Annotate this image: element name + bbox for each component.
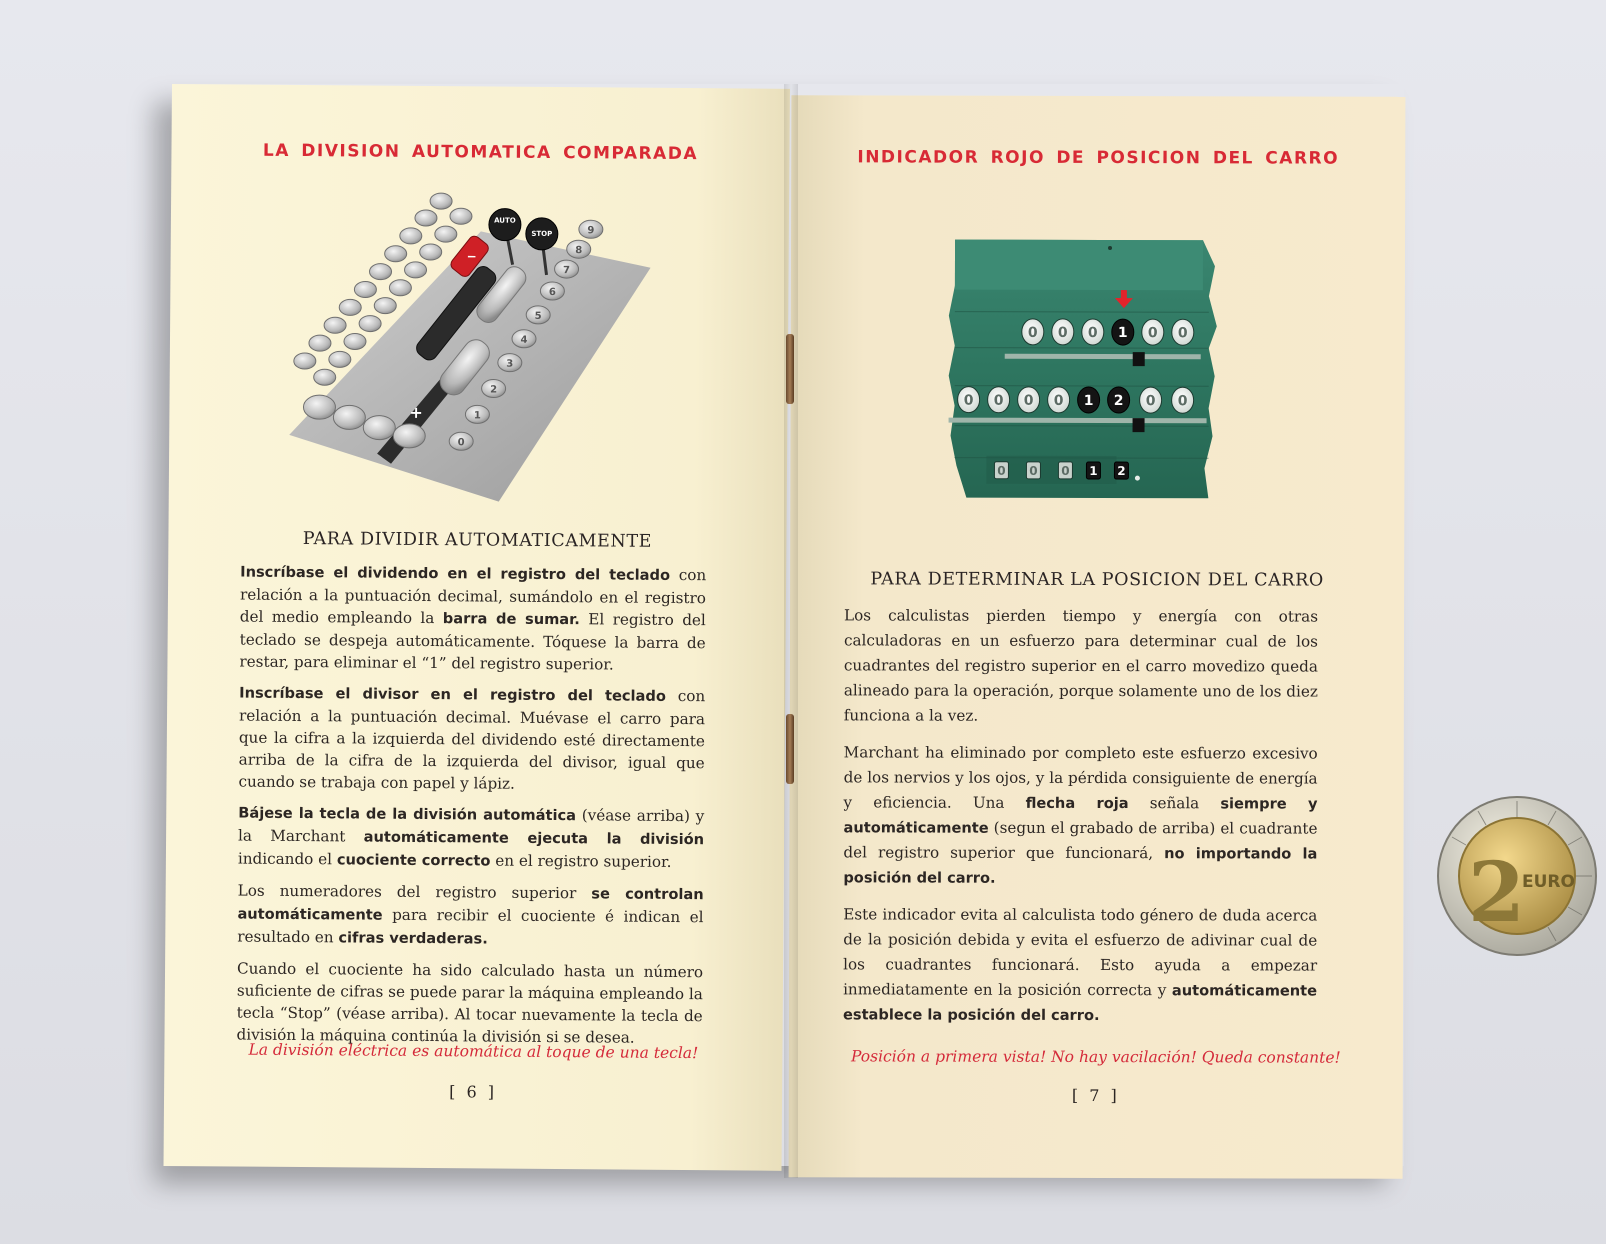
left-p4-bold-1: se controlan automáticamente: [237, 885, 704, 924]
middle-dial-4: 0: [1053, 392, 1064, 409]
left-page: [164, 84, 790, 1171]
keyboard-dial-4: 1: [1089, 463, 1098, 479]
right-page-number: [ 7 ]: [1071, 1085, 1120, 1106]
right-body-text: [843, 603, 1318, 1037]
left-p3-text-1: (véase arriba) y la Marchant: [238, 806, 705, 846]
upper-dial-5: 0: [1147, 325, 1158, 342]
right-paragraph-1: Los calculistas pierden tiempo y energía con otras calculadoras en un esfuerzo para determinar cual de los cuadrantes del registro superior en el carro movedizo queda alineado para la operación, porque solamente uno de los diez funciona a la vez.: [843, 606, 1319, 725]
upper-dial-2: 0: [1057, 324, 1068, 341]
keyboard-dial-3: 0: [1061, 463, 1070, 478]
middle-decimal-marker: [1133, 418, 1145, 432]
digit-key-6: 6: [548, 286, 556, 299]
left-p1-text-1: con relación a la puntuación decimal, sumándolo en el registro del medio empleando la: [239, 565, 707, 628]
digit-key-9: 9: [587, 225, 595, 237]
left-p1-bold-1: Inscríbase el dividendo en el registro del teclado: [240, 563, 671, 584]
coin-label: EURO: [1522, 872, 1575, 892]
left-p3-bold-1: Bájese la tecla de la división automática: [238, 804, 577, 825]
coin-numeral: 2: [1468, 845, 1526, 941]
middle-dial-2: 0: [993, 392, 1004, 409]
right-p3-bold-1: automáticamente establece la posición del carro.: [842, 982, 1318, 1025]
staple-bottom: [786, 714, 794, 784]
upper-dial-3: 0: [1087, 324, 1098, 342]
auto-key-label: AUTO: [494, 216, 516, 225]
upper-dial-1: 0: [1027, 324, 1038, 341]
upper-decimal-marker: [1133, 352, 1145, 366]
digit-key-2: 2: [490, 384, 498, 396]
left-p4-bold-2: cifras verdaderas.: [338, 929, 488, 948]
left-slogan: La división eléctrica es automática al toque de una tecla!: [248, 1040, 699, 1063]
two-euro-coin: [1436, 795, 1598, 957]
booklet-spread: [172, 84, 1404, 1166]
right-p3-text-1: Este indicador evita al calculista todo género de duda acerca de la posición debida y evita el esfuerzo de adivinar cual de los cuadrantes funcionará. Esto ayuda a empezar inmediatamente en la posición correcta y: [843, 905, 1318, 1000]
left-p1-text-2: El registro del teclado se despeja automáticamente. Tóquese la barra de restar, para eliminar el “1” del registro superior.: [239, 610, 706, 674]
right-p2-text-3: (segun el grabado de arriba) el cuadrante del registro superior que funcionará,: [843, 818, 1318, 863]
right-section-title: PARA DETERMINAR LA POSICION DEL CARRO: [870, 569, 1324, 591]
keyboard-dial-1: 0: [997, 463, 1006, 478]
stop-key-label: STOP: [531, 229, 553, 238]
left-section-title: PARA DIVIDIR AUTOMATICAMENTE: [302, 529, 653, 552]
right-p2-bold-1: flecha roja: [1025, 794, 1129, 813]
digit-key-3: 3: [506, 358, 514, 370]
carriage-top-panel: [955, 240, 1203, 291]
left-p2-bold-1: Inscríbase el divisor en el registro del teclado: [239, 684, 666, 705]
right-slogan: Posición a primera vista! No hay vacilación! Queda constante!: [850, 1047, 1341, 1067]
left-paragraph-5: Cuando el cuociente ha sido calculado hasta un número suficiente de cifras se puede parar la máquina empleando la tecla “Stop” (véase arriba). Al tocar nuevamente la tecla de división la máquina continúa la división si se desea.: [236, 959, 704, 1047]
middle-dial-5: 1: [1083, 392, 1094, 409]
left-p1-bold-2: barra de sumar.: [442, 610, 580, 629]
staple-top: [786, 334, 794, 404]
left-p3-text-2: indicando el: [237, 849, 337, 869]
right-paragraph-3: [843, 902, 1317, 1028]
left-p4-text-1: Los numeradores del registro superior: [237, 881, 592, 903]
digit-key-4: 4: [520, 334, 528, 346]
left-paragraph-3: [238, 802, 705, 875]
keyboard-dial-5: 2: [1117, 464, 1126, 479]
middle-dial-1: 0: [963, 392, 974, 409]
left-paragraph-1: [239, 561, 706, 677]
middle-dial-7: 0: [1145, 393, 1156, 410]
keyboard-illustration: [279, 185, 662, 508]
middle-dial-3: 0: [1023, 392, 1034, 409]
left-body-text: [236, 561, 706, 1059]
middle-dial-6: 2: [1113, 393, 1124, 410]
booklet-spine: [784, 84, 798, 1178]
left-p3-text-3: en el registro superior.: [490, 851, 672, 871]
left-page-number: [ 6 ]: [449, 1082, 498, 1102]
left-paragraph-2: [238, 682, 705, 797]
right-p2-text-1: Marchant ha eliminado por completo este esfuerzo excesivo de los nervios y los ojos, y la pérdida consiguiente de energía y eficiencia. Una: [843, 743, 1318, 812]
minus-symbol: −: [466, 249, 477, 264]
right-p2-bold-3: no importando la posición del carro.: [843, 845, 1318, 887]
plus-symbol: +: [409, 402, 423, 422]
left-p3-bold-2: automáticamente ejecuta la división: [363, 828, 705, 849]
right-page-heading: INDICADOR ROJO DE POSICION DEL CARRO: [857, 147, 1340, 169]
digit-key-5: 5: [534, 310, 542, 322]
middle-dial-8: 0: [1177, 393, 1188, 410]
upper-dial-4: 1: [1117, 325, 1128, 342]
left-p4-text-2: para recibir el cuociente é indican el resultado en: [237, 905, 704, 947]
upper-dial-6: 0: [1177, 325, 1188, 342]
keyboard-dial-2: 0: [1029, 463, 1038, 478]
digit-key-1: 1: [473, 410, 481, 422]
digit-key-8: 8: [575, 245, 583, 257]
left-paragraph-4: [237, 880, 704, 953]
right-page: [789, 95, 1406, 1179]
right-p2-text-2: señala: [1128, 794, 1221, 813]
digit-key-0: 0: [457, 437, 465, 449]
right-p2-bold-2: siempre y automáticamente: [843, 795, 1318, 837]
right-paragraph-2: [843, 740, 1317, 891]
left-page-heading: LA DIVISION AUTOMATICA COMPARADA: [262, 140, 699, 165]
digit-key-7: 7: [563, 265, 571, 277]
carriage-illustration: [946, 236, 1219, 505]
left-p2-text-1: con relación a la puntuación decimal. Muévase el carro para que la cifra a la izquierda del dividendo esté directamente arriba de la cifra de la izquierda del divisor, igual que cuando se trabaja con papel y lápiz.: [238, 686, 706, 793]
left-p3-bold-3: cuociente correcto: [336, 851, 491, 870]
